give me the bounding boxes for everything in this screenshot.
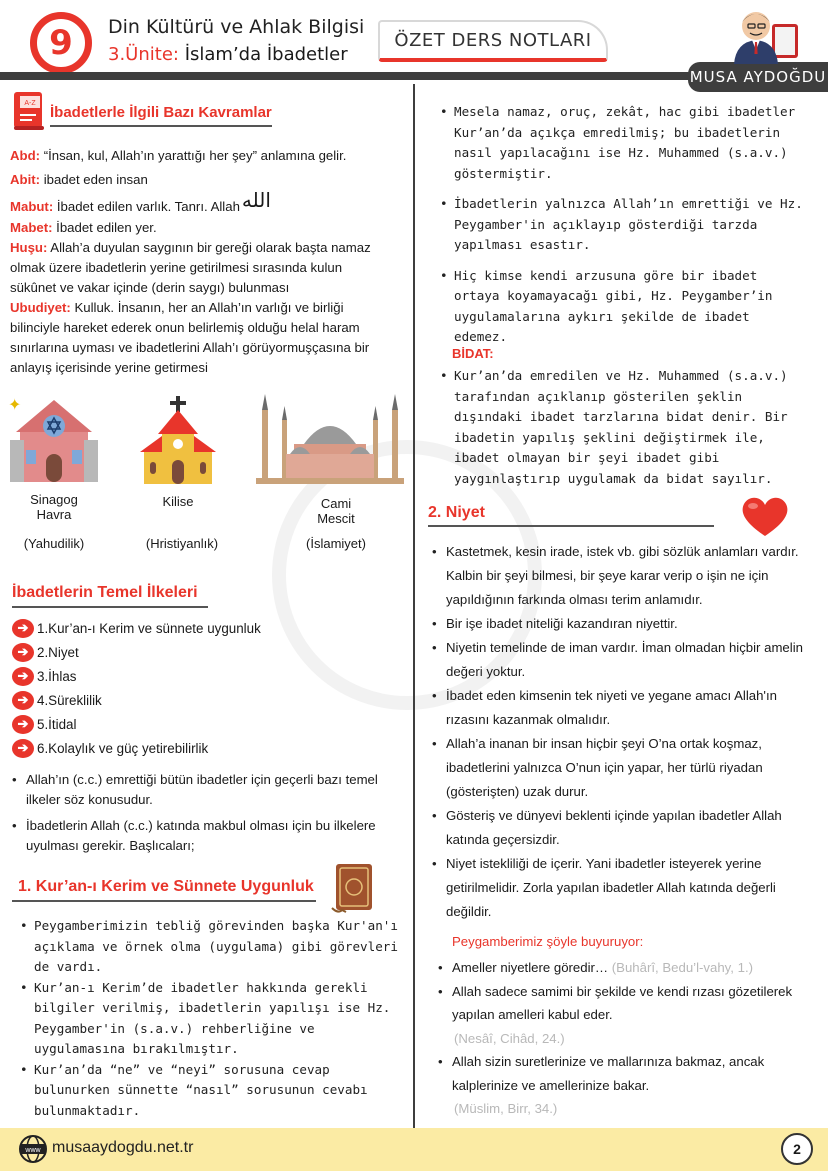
religion-judaism: (Yahudilik) bbox=[23, 536, 85, 551]
book-icon bbox=[12, 90, 46, 132]
globe-www: www bbox=[25, 1147, 41, 1154]
unit-label: 3.Ünite: bbox=[108, 44, 179, 65]
niyet-bullet: • Gösteriş ve dünyevi beklenti içinde yapılan ibadetler Allah katında geçersizdir. bbox=[430, 804, 810, 852]
concept-mabet: Mabet: İbadet edilen yer. bbox=[10, 220, 157, 235]
mosque-icon bbox=[256, 390, 404, 488]
concept-ubudiyet: Ubudiyet: Kulluk. İnsanın, her an Allah’ın varlığı ve birliği bilinciyle hareket ederek onun belirlemiş olduğu helal haram sınırlarına uyması ve ibadetlerini Allah’ı görüyormuşçasına bir anlayış içerisinde yerine getirmesi bbox=[10, 300, 370, 375]
hadith-citation: (Müslim, Birr, 34.) bbox=[454, 1101, 558, 1116]
page-number: 2 bbox=[781, 1133, 813, 1165]
unit-name: İslam’da İbadetler bbox=[184, 44, 348, 65]
niyet-bullets bbox=[430, 540, 810, 924]
svg-text:✦: ✦ bbox=[8, 397, 22, 414]
niyet-title-underline bbox=[428, 525, 714, 527]
quran-right-bullet: • Hiç kimse kendi arzusuna göre bir ibadet ortaya koyamayacağı gibi, Hz. Peygamber’in uygulamalarına aykırı şekilde de ibadet edemez. bbox=[438, 266, 808, 348]
concepts-title: İbadetlerle İlgili Bazı Kavramlar bbox=[50, 104, 272, 121]
arrow-right-icon: ➔ bbox=[12, 715, 34, 734]
mosque-caption: Cami Mescit bbox=[317, 496, 355, 526]
quran-bullet: • Kur’an’da “ne” ve “neyi” sorusuna cevap bulunurken sünnette “nasıl” sorusunun cevabı bulunmaktadır. bbox=[18, 1060, 400, 1122]
column-divider bbox=[413, 84, 415, 1129]
principle-item: ➔ 3. İhlas bbox=[12, 664, 402, 688]
niyet-bullet: • Kastetmek, kesin irade, istek vb. gibi sözlük anlamları vardır. Kalbin bir şeyi bilmesi, bir şeye karar verip o işin ne için yapıldığının farkında olması terim anlamıdır. bbox=[430, 540, 810, 612]
concept-abd: Abd: “İnsan, kul, Allah’ın yarattığı her şey” anlamına gelir. bbox=[10, 148, 347, 163]
author-name: MUSA AYDOĞDU bbox=[688, 62, 828, 92]
hadith-item: • Allah sadece samimi bir şekilde ve kendi rızası gözetilerek yapılan amelleri kabul eder. (Nesâî, Cihâd, 24.) bbox=[436, 980, 806, 1051]
synagogue-icon bbox=[6, 392, 102, 486]
unit-title bbox=[108, 44, 348, 65]
church-caption: Kilise bbox=[162, 494, 194, 509]
niyet-bullet: • Allah’a inanan bir insan hiçbir şeyi O’na ortak koşmaz, ibadetlerini yalnızca O’nun için yapar, her türlü riyadan (gösterişten) uzak durur. bbox=[430, 732, 810, 804]
concepts-list bbox=[10, 146, 405, 378]
bidat-title: BİDAT: bbox=[452, 346, 494, 361]
course-title: Din Kültürü ve Ahlak Bilgisi bbox=[108, 16, 365, 38]
book-icon-label: A-Z bbox=[24, 100, 36, 107]
principle-item: ➔ 2. Niyet bbox=[12, 640, 402, 664]
hadith-item: • Ameller niyetlere göredir… (Buhârî, Bedu’l-vahy, 1.) bbox=[436, 956, 806, 980]
principles-title: İbadetlerin Temel İlkeleri bbox=[12, 584, 198, 601]
concept-abit: Abit: ibadet eden insan bbox=[10, 172, 148, 187]
website-link[interactable]: musaaydogdu.net.tr bbox=[52, 1139, 194, 1156]
bidat-list bbox=[438, 366, 804, 489]
allah-calligraphy: الله bbox=[241, 188, 271, 212]
quran-section-title: 1. Kur’an-ı Kerim ve Sünnete Uygunluk bbox=[18, 878, 314, 895]
quran-right-bullets bbox=[438, 102, 808, 348]
bidat-definition: • Kur’an’da emredilen ve Hz. Muhammed (s.a.v.) tarafından açıklanıp gösterilen şeklin dışındaki ibadet tarzlarına bidat denir. Bir ibadetin yapılış şeklini değiştirmek ile, ibadet olmayan bir şeyi ibadet gibi yaygınlaştırıp uygulamak da bidat sayılır. bbox=[438, 366, 804, 489]
quran-right-bullet: • İbadetlerin yalnızca Allah’ın emrettiği ve Hz. Peygamber'in açıklayıp gösterdiği tarzda yapılması esastır. bbox=[438, 194, 808, 256]
principles-title-underline bbox=[12, 606, 208, 608]
niyet-bullet: • Bir işe ibadet niteliği kazandıran niyettir. bbox=[430, 612, 810, 636]
principles-list bbox=[12, 616, 402, 760]
principles-note: • İbadetlerin Allah (c.c.) katında makbul olması için bu ilkelere uyulması gerekir. Başlıcaları; bbox=[10, 816, 404, 856]
heart-icon bbox=[738, 494, 792, 538]
author-avatar-icon bbox=[722, 4, 802, 64]
principle-item: ➔ 4. Süreklilik bbox=[12, 688, 402, 712]
religion-christianity: (Hristiyanlık) bbox=[145, 536, 219, 551]
synagogue-caption: Sinagog Havra bbox=[30, 492, 78, 522]
niyet-bullet: • İbadet eden kimsenin tek niyeti ve yegane amacı Allah'ın rızasını kazanmak olmalıdır. bbox=[430, 684, 810, 732]
hadith-citation: (Buhârî, Bedu’l-vahy, 1.) bbox=[608, 960, 754, 975]
quran-title-underline bbox=[12, 900, 316, 902]
arrow-right-icon: ➔ bbox=[12, 691, 34, 710]
header-bar bbox=[0, 72, 700, 80]
principle-item: ➔ 1. Kur’an-ı Kerim ve sünnete uygunluk bbox=[12, 616, 402, 640]
quran-bullet: • Kur’an-ı Kerim’de ibadetler hakkında gerekli bilgiler verilmiş, ibadetlerin yapılışı ise Hz. Peygamber'in (s.a.v.) rehberliğine ve uygulamasına bırakılmıştır. bbox=[18, 978, 400, 1060]
quran-icon bbox=[330, 862, 376, 916]
principle-item: ➔ 5. İtidal bbox=[12, 712, 402, 736]
arrow-right-icon: ➔ bbox=[12, 619, 34, 638]
quran-right-bullet: • Mesela namaz, oruç, zekât, hac gibi ibadetler Kur’an’da açıkça emredilmiş; bu ibadetlerin nasıl yapılacağını ise Hz. Muhammed (s.a.v.) göstermiştir. bbox=[438, 102, 808, 184]
principle-item: ➔ 6. Kolaylık ve güç yetirebilirlik bbox=[12, 736, 402, 760]
arrow-right-icon: ➔ bbox=[12, 739, 34, 758]
hadith-intro: Peygamberimiz şöyle buyuruyor: bbox=[452, 934, 644, 949]
hadith-list bbox=[436, 956, 806, 1121]
grade-badge bbox=[30, 12, 92, 74]
concept-mabut: Mabut: İbadet edilen varlık. Tanrı. Allah الله bbox=[10, 188, 271, 214]
niyet-title: 2. Niyet bbox=[428, 504, 485, 521]
quran-bullet: • Peygamberimizin tebliğ görevinden başka Kur'an'ı açıklama ve örnek olma (uygulama) gibi görevleri de vardı. bbox=[18, 916, 400, 978]
principles-note: • Allah’ın (c.c.) emrettiği bütün ibadetler için geçerli bazı temel ilkeler söz konusudur. bbox=[10, 770, 404, 810]
hadith-item: • Allah sizin suretlerinize ve mallarınıza bakmaz, ancak kalplerinize ve amellerinize bakar. (Müslim, Birr, 34.) bbox=[436, 1050, 806, 1121]
hadith-citation: (Nesâî, Cihâd, 24.) bbox=[454, 1030, 565, 1046]
church-icon bbox=[138, 394, 218, 486]
religion-islam: (İslamiyet) bbox=[306, 536, 366, 551]
quran-bullets bbox=[18, 916, 400, 1121]
grade-number: 9 bbox=[49, 23, 73, 63]
concept-husu: Huşu: Allah’a duyulan saygının bir gereği olarak başta namaz olmak üzere ibadetlerin yerine getirilmesi sırasında kulun sükûnet ve vakar içinde (derin saygı) bulunması bbox=[10, 240, 371, 295]
globe-icon bbox=[18, 1134, 48, 1164]
arrow-right-icon: ➔ bbox=[12, 667, 34, 686]
concepts-title-underline bbox=[50, 125, 272, 127]
niyet-bullet: • Niyetin temelinde de iman vardır. İman olmadan hiçbir amelin değeri yoktur. bbox=[430, 636, 810, 684]
principles-notes bbox=[10, 770, 404, 856]
arrow-right-icon: ➔ bbox=[12, 643, 34, 662]
niyet-bullet: • Niyet istekliliği de içerir. Yani ibadetler isteyerek yerine getirilmelidir. Zorla yapılan ibadetler Allah katında değerli değildir. bbox=[430, 852, 810, 924]
summary-notes-banner: ÖZET DERS NOTLARI bbox=[378, 20, 608, 62]
